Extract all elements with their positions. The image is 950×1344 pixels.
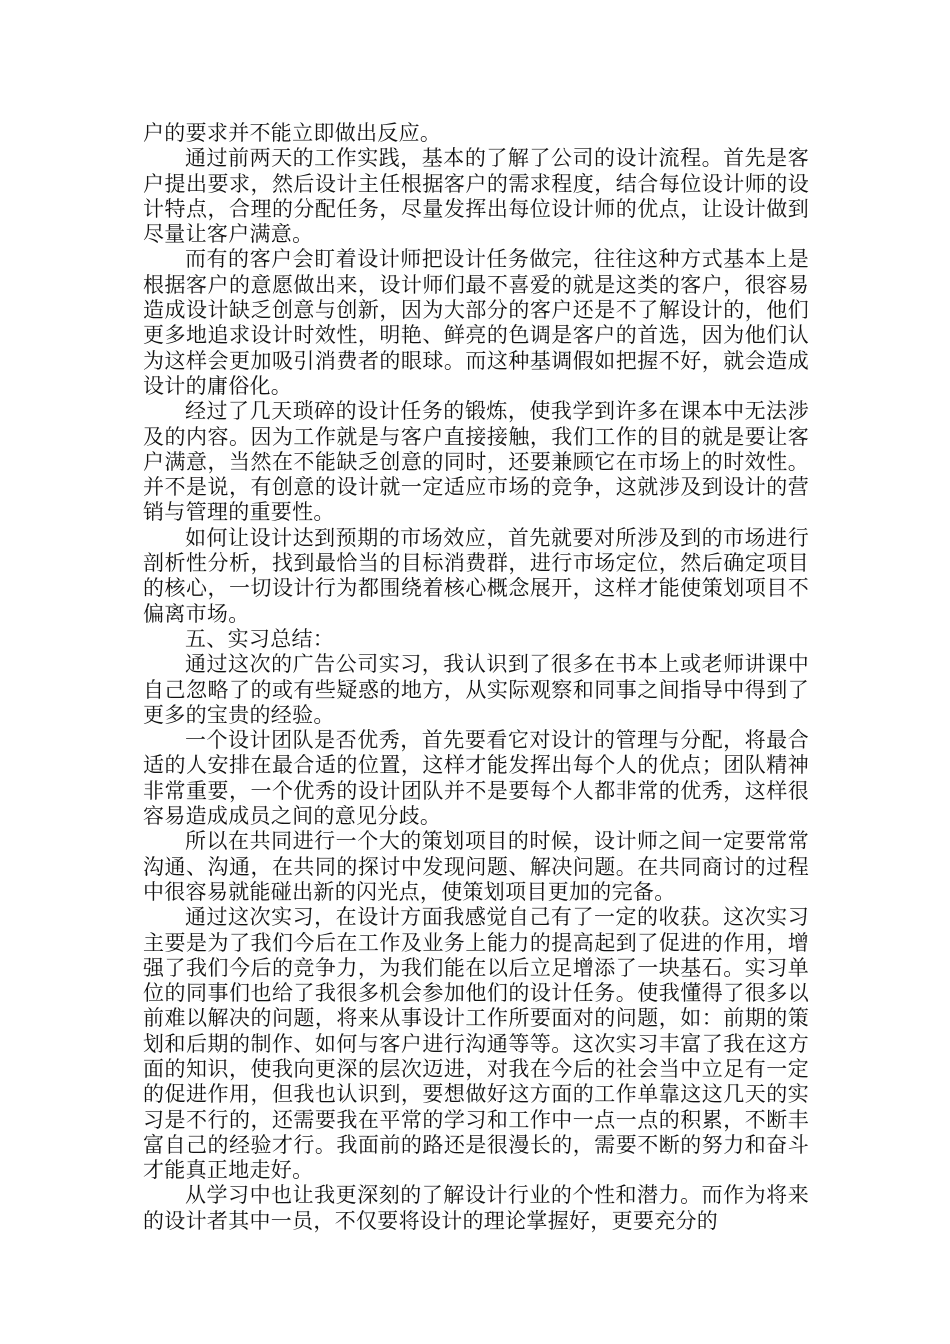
paragraph-internship-insight: 通过这次的广告公司实习，我认识到了很多在书本上或老师讲课中自己忽略了的或有些疑惑的地方，从实际观察和同事之间指导中得到了更多的宝贵的经验。	[143, 652, 809, 727]
paragraph-client-supervision: 而有的客户会盯着设计师把设计任务做完，往往这种方式基本上是根据客户的意愿做出来，设计师们最不喜爱的就是这类的客户，很容易造成设计缺乏创意与创新，因为大部分的客户还是不了解设计的，他们更多地追求设计时效性，明艳、鲜亮的色调是客户的首选，因为他们认为这样会更加吸引消费者的眼球。而这种基调假如把握不好，就会造成设计的庸俗化。	[143, 247, 809, 398]
section-heading-summary: 五、实习总结：	[185, 626, 335, 651]
paragraph-continuation: 户的要求并不能立即做出反应。	[143, 121, 442, 145]
paragraph-gains: 通过这次实习，在设计方面我感觉自己有了一定的收获。这次实习主要是为了我们今后在工作及业务上能力的提高起到了促进的作用，增强了我们今后的竞争力，为我们能在以后立足增添了一块基石。实习单位的同事们也给了我很多机会参加他们的设计任务。使我懂得了很多以前难以解决的问题，将来从事设计工作所要面对的问题，如：前期的策划和后期的制作、如何与客户进行沟通等等。这次实习丰富了我在这方面的知识，使我向更深的层次迈进，对我在今后的社会当中立足有一定的促进作用，但我也认识到，要想做好这方面的工作单靠这这几天的实习是不行的，还需要我在平常的学习和工作中一点一点的积累，不断丰富自己的经验才行。我面前的路还是很漫长的，需要不断的努力和奋斗才能真正地走好。	[143, 905, 809, 1183]
paragraph-design-process: 通过前两天的工作实践，基本的了解了公司的设计流程。首先是客户提出要求，然后设计主任根据客户的需求程度，结合每位设计师的设计特点，合理的分配任务，尽量发挥出每位设计师的优点，让设计做到尽量让客户满意。	[143, 146, 809, 247]
paragraph-industry-potential: 从学习中也让我更深刻的了解设计行业的个性和潜力。而作为将来的设计者其中一员，不仅要将设计的理论掌握好，更要充分的	[143, 1183, 809, 1233]
paragraph-market-effect: 如何让设计达到预期的市场效应，首先就要对所涉及到的市场进行剖析性分析，找到最恰当的目标消费群，进行市场定位，然后确定项目的核心，一切设计行为都围绕着核心概念展开，这样才能使策划项目不偏离市场。	[143, 525, 809, 626]
paragraph-communication: 所以在共同进行一个大的策划项目的时候，设计师之间一定要常常沟通、沟通，在共同的探讨中发现问题、解决问题。在共同商讨的过程中很容易就能碰出新的闪光点，使策划项目更加的完备。	[143, 829, 809, 904]
paragraph-training: 经过了几天琐碎的设计任务的锻炼，使我学到许多在课本中无法涉及的内容。因为工作就是与客户直接接触，我们工作的目的就是要让客户满意，当然在不能缺乏创意的同时，还要兼顾它在市场上的时效性。并不是说，有创意的设计就一定适应市场的竞争，这就涉及到设计的营销与管理的重要性。	[143, 399, 809, 525]
paragraph-team: 一个设计团队是否优秀，首先要看它对设计的管理与分配，将最合适的人安排在最合适的位置，这样才能发挥出每个人的优点；团队精神非常重要，一个优秀的设计团队并不是要每个人都非常的优秀，这样很容易造成成员之间的意见分歧。	[143, 728, 809, 829]
document-page	[143, 121, 809, 1234]
